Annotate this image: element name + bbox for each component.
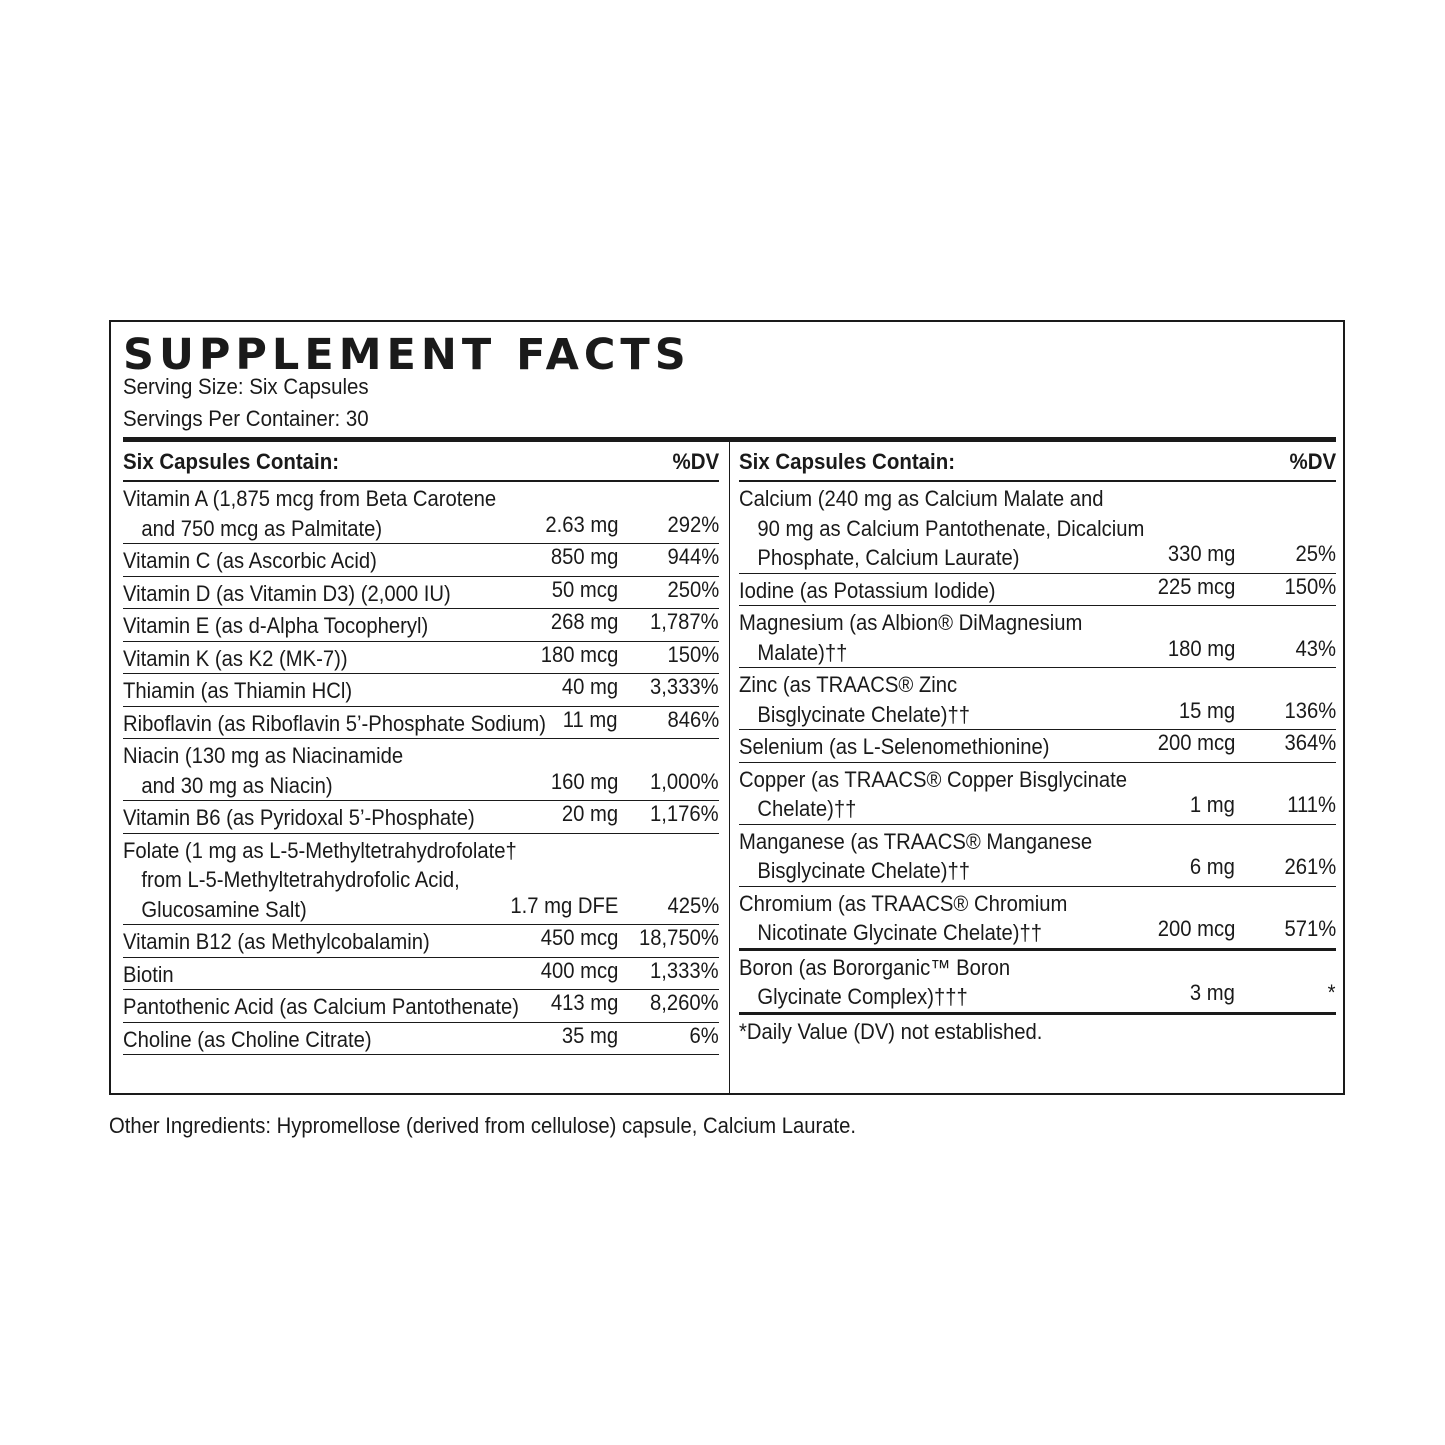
nutrient-row (123, 482, 719, 544)
nutrient-name: Manganese (as TRAACS® Manganese (739, 828, 1093, 854)
nutrient-amount: 413 mg (550, 990, 618, 1015)
nutrient-name: Copper (as TRAACS® Copper Bisglycinate (739, 766, 1128, 792)
nutrient-row (739, 763, 1336, 825)
nutrient-amount: 200 mcg (1157, 730, 1235, 755)
nutrient-name: Vitamin A (1,875 mcg from Beta Carotene (123, 486, 497, 511)
nutrient-row (123, 707, 719, 740)
nutrient-row (123, 674, 719, 707)
nutrient-name: Selenium (as L-Selenomethionine) (739, 734, 1050, 759)
nutrient-daily-value: 1,333% (650, 957, 719, 983)
nutrient-name: Boron (as Bororganic™ Boron (739, 954, 1011, 980)
nutrient-row (123, 642, 719, 675)
nutrient-daily-value: 250% (667, 576, 719, 602)
nutrient-row (123, 577, 719, 610)
nutrient-amount: 50 mcg (551, 576, 618, 602)
nutrient-name: Vitamin K (as K2 (MK-7)) (123, 645, 348, 671)
nutrient-row (739, 668, 1336, 730)
nutrient-daily-value: 150% (1284, 573, 1336, 599)
nutrient-daily-value: 25% (1295, 541, 1336, 566)
nutrient-row (739, 825, 1336, 887)
nutrient-name: Zinc (as TRAACS® Zinc (739, 672, 958, 697)
serving-size: Serving Size: Six Capsules (123, 374, 369, 399)
nutrient-name: Niacin (130 mg as Niacinamide (123, 743, 404, 768)
supplement-facts-panel (109, 320, 1345, 1095)
nutrient-amount: 1.7 mg DFE (510, 892, 618, 918)
nutrient-daily-value: 136% (1284, 697, 1336, 723)
nutrient-daily-value: 150% (667, 641, 719, 667)
column-header-dv: %DV (1289, 449, 1336, 474)
nutrient-amount: 11 mg (563, 706, 618, 732)
nutrient-name: Chromium (as TRAACS® Chromium (739, 890, 1068, 916)
nutrient-amount: 15 mg (1178, 697, 1235, 723)
nutrient-row (123, 925, 719, 958)
nutrient-row (123, 801, 719, 834)
left-rows (123, 482, 719, 1055)
nutrient-name: Magnesium (as Albion® DiMagnesium (739, 610, 1083, 635)
nutrient-daily-value: 6% (689, 1022, 719, 1048)
nutrient-daily-value: 261% (1284, 854, 1336, 879)
nutrient-amount: 20 mg (561, 801, 618, 826)
nutrient-name: Vitamin B6 (as Pyridoxal 5’-Phosphate) (123, 805, 475, 830)
other-ingredients: Other Ingredients: Hypromellose (derived from cellulose) capsule, Calcium Laurate. (109, 1113, 856, 1138)
nutrient-row (123, 609, 719, 642)
nutrient-name: Glucosamine Salt) (141, 896, 307, 922)
nutrient-name: Vitamin C (as Ascorbic Acid) (123, 548, 377, 573)
nutrient-daily-value: 292% (667, 511, 719, 537)
nutrient-amount: 400 mcg (540, 957, 618, 983)
nutrient-name: Choline (as Choline Citrate) (123, 1026, 372, 1052)
nutrient-amount: 35 mg (561, 1022, 618, 1048)
column-divider (729, 439, 730, 1095)
nutrient-daily-value: * (1328, 980, 1336, 1005)
nutrient-row (739, 482, 1336, 574)
nutrient-row (739, 730, 1336, 763)
nutrient-amount: 6 mg (1189, 854, 1235, 879)
nutrient-name: Bisglycinate Chelate)†† (757, 701, 971, 727)
nutrient-amount: 225 mcg (1157, 573, 1235, 599)
nutrient-daily-value: 1,000% (650, 768, 719, 794)
nutrient-amount: 268 mg (550, 609, 618, 634)
nutrient-name: Bisglycinate Chelate)†† (757, 858, 971, 883)
column-header-label: Six Capsules Contain: (739, 449, 956, 474)
nutrient-name: Thiamin (as Thiamin HCl) (123, 678, 353, 703)
nutrient-daily-value: 571% (1284, 916, 1336, 941)
nutrient-name: Phosphate, Calcium Laurate) (757, 545, 1020, 570)
nutrient-name: and 30 mg as Niacin) (141, 772, 333, 798)
nutrient-amount: 200 mcg (1157, 916, 1235, 941)
left-column-header (123, 442, 719, 482)
nutrient-name: Calcium (240 mg as Calcium Malate and (739, 486, 1104, 511)
nutrient-name: from L-5-Methyltetrahydrofolic Acid, (141, 867, 460, 892)
nutrient-row (739, 951, 1336, 1015)
nutrient-name: Glycinate Complex)††† (757, 984, 968, 1009)
column-header-dv: %DV (672, 449, 719, 474)
nutrient-amount: 180 mg (1167, 635, 1235, 661)
nutrient-amount: 330 mg (1167, 541, 1235, 566)
nutrient-name: Vitamin B12 (as Methylcobalamin) (123, 929, 430, 954)
nutrient-name: Chelate)†† (757, 796, 857, 821)
nutrient-row (123, 544, 719, 577)
nutrient-name: Folate (1 mg as L-5-Methyltetrahydrofolate† (123, 837, 517, 863)
right-nutrient-column (739, 442, 1336, 1046)
left-nutrient-column (123, 442, 719, 1055)
nutrient-amount: 3 mg (1189, 980, 1235, 1005)
nutrient-daily-value: 111% (1287, 792, 1336, 817)
right-column-header (739, 442, 1336, 482)
nutrient-amount: 180 mcg (540, 641, 618, 667)
nutrient-name: Riboflavin (as Riboflavin 5’-Phosphate Sodium) (123, 710, 547, 736)
nutrient-amount: 40 mg (561, 674, 618, 699)
nutrient-row (123, 739, 719, 801)
nutrient-name: 90 mg as Calcium Pantothenate, Dicalcium (757, 515, 1145, 541)
nutrient-daily-value: 43% (1295, 635, 1336, 661)
nutrient-row (739, 887, 1336, 951)
panel-title: SUPPLEMENT FACTS (123, 330, 691, 380)
nutrient-amount: 1 mg (1189, 792, 1235, 817)
nutrient-row (739, 606, 1336, 668)
nutrient-daily-value: 846% (667, 706, 719, 732)
nutrient-daily-value: 8,260% (650, 990, 719, 1015)
nutrient-row (123, 1023, 719, 1056)
nutrient-row (739, 574, 1336, 607)
nutrient-name: Iodine (as Potassium Iodide) (739, 577, 996, 603)
column-header-label: Six Capsules Contain: (123, 449, 340, 474)
nutrient-name: Nicotinate Glycinate Chelate)†† (757, 920, 1043, 945)
daily-value-footnote: *Daily Value (DV) not established. (739, 1018, 1043, 1044)
nutrient-amount: 450 mcg (540, 925, 618, 950)
nutrient-row (123, 958, 719, 991)
nutrient-name: Biotin (123, 961, 174, 987)
nutrient-name: Malate)†† (757, 639, 848, 665)
nutrient-name: and 750 mcg as Palmitate) (141, 515, 383, 541)
nutrient-daily-value: 18,750% (639, 925, 719, 950)
right-rows (739, 482, 1336, 1015)
nutrient-name: Vitamin E (as d-Alpha Tocopheryl) (123, 613, 429, 638)
nutrient-daily-value: 944% (667, 544, 719, 569)
nutrient-name: Pantothenic Acid (as Calcium Pantothenate) (123, 994, 520, 1019)
nutrient-row (123, 990, 719, 1023)
nutrient-name: Vitamin D (as Vitamin D3) (2,000 IU) (123, 580, 451, 606)
nutrient-amount: 850 mg (550, 544, 618, 569)
nutrient-amount: 160 mg (550, 768, 618, 794)
nutrient-daily-value: 3,333% (650, 674, 719, 699)
nutrient-daily-value: 1,176% (650, 801, 719, 826)
nutrient-daily-value: 364% (1284, 730, 1336, 755)
nutrient-amount: 2.63 mg (544, 511, 618, 537)
nutrient-daily-value: 425% (667, 892, 719, 918)
servings-per-container: Servings Per Container: 30 (123, 406, 369, 431)
nutrient-daily-value: 1,787% (650, 609, 719, 634)
nutrient-row (123, 834, 719, 926)
